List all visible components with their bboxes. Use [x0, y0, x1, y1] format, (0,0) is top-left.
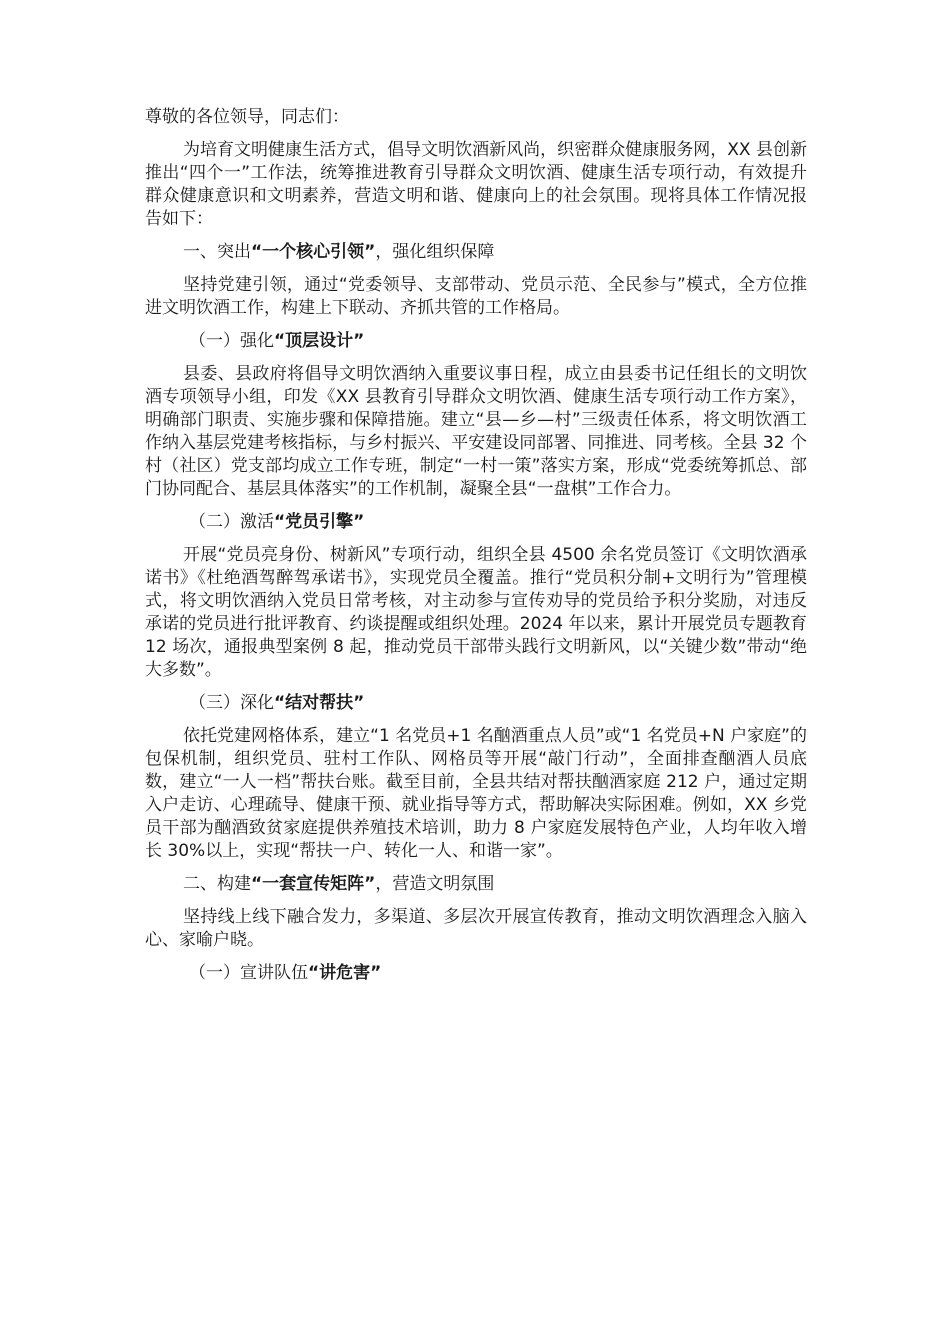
document-page — [145, 106, 807, 995]
section-1-sub-2-heading — [145, 511, 807, 534]
intro-paragraph: 为培育文明健康生活方式，倡导文明饮酒新风尚，织密群众健康服务网，XX 县创新推出“四个一”工作法，统筹推进教育引导群众文明饮酒、健康生活专项行动，有效提升群众健康意识和文明素养，营造文明和谐、健康向上的社会氛围。现将具体工作情况报告如下： — [145, 140, 807, 229]
section-1-sub-1-heading-key: “顶层设计” — [274, 331, 365, 351]
section-1-sub-1-body: 县委、县政府将倡导文明饮酒纳入重要议事日程，成立由县委书记任组长的文明饮酒专项领导小组，印发《XX 县教育引导群众文明饮酒、健康生活专项行动工作方案》，明确部门职责、实施步骤和保障措施。建立“县—乡—村”三级责任体系，将文明饮酒工作纳入基层党建考核指标，与乡村振兴、平安建设同部署、同推进、同考核。全县 32 个村（社区）党支部均成立工作专班，制定“一村一策”落实方案，形成“党委统筹抓总、部门协同配合、基层具体落实”的工作机制，凝聚全县“一盘棋”工作合力。 — [145, 364, 807, 499]
section-1-sub-3-body: 依托党建网格体系，建立“1 名党员+1 名酗酒重点人员”或“1 名党员+N 户家庭”的包保机制，组织党员、驻村工作队、网格员等开展“敲门行动”，全面排查酗酒人员底数，建立“一人一档”帮扶台账。截至目前，全县共结对帮扶酗酒家庭 212 户，通过定期入户走访、心理疏导、健康干预、就业指导等方式，帮助解决实际困难。例如，XX 乡党员干部为酗酒致贫家庭提供养殖技术培训，助力 8 户家庭发展特色产业，人均年收入增长 30%以上，实现“帮扶一户、转化一人、和谐一家”。 — [145, 726, 807, 861]
section-1-sub-2-heading-pre: （二）激活 — [189, 512, 274, 532]
section-2-heading — [145, 873, 807, 896]
greeting: 尊敬的各位领导，同志们： — [145, 107, 349, 127]
section-1-heading-pre: 一、突出 — [183, 242, 251, 262]
section-1-sub-3-heading — [145, 692, 807, 715]
section-2-heading-pre: 二、构建 — [183, 874, 251, 894]
section-2-sub-1-heading-pre: （一）宣讲队伍 — [189, 963, 308, 983]
section-1-sub-2-heading-key: “党员引擎” — [274, 512, 365, 532]
section-1-heading-key: “一个核心引领” — [251, 242, 376, 262]
section-2-heading-post: ，营造文明氛围 — [375, 874, 495, 894]
section-1-sub-2-body: 开展“党员亮身份、树新风”专项行动，组织全县 4500 余名党员签订《文明饮酒承诺书》《杜绝酒驾醉驾承诺书》，实现党员全覆盖。推行“党员积分制+文明行为”管理模式，将文明饮酒纳入党员日常考核，对主动参与宣传劝导的党员给予积分奖励，对违反承诺的党员进行批评教育、约谈提醒或组织处理。2024 年以来，累计开展党员专题教育 12 场次，通报典型案例 8 起，推动党员干部带头践行文明新风，以“关键少数”带动“绝大多数”。 — [145, 545, 807, 680]
section-2-body: 坚持线上线下融合发力，多渠道、多层次开展宣传教育，推动文明饮酒理念入脑入心、家喻户晓。 — [145, 907, 807, 950]
section-2-heading-key: “一套宣传矩阵” — [251, 874, 376, 894]
section-2-sub-1-heading — [145, 962, 807, 985]
section-1-heading — [145, 241, 807, 264]
section-2-sub-1-heading-key: “讲危害” — [308, 963, 382, 983]
section-1-sub-1-heading-pre: （一）强化 — [189, 331, 274, 351]
section-1-sub-3-heading-key: “结对帮扶” — [274, 693, 365, 713]
section-1-sub-3-heading-pre: （三）深化 — [189, 693, 274, 713]
section-1-sub-1-heading — [145, 330, 807, 353]
section-1-body: 坚持党建引领，通过“党委领导、支部带动、党员示范、全民参与”模式，全方位推进文明饮酒工作，构建上下联动、齐抓共管的工作格局。 — [145, 275, 807, 318]
section-1-heading-post: ，强化组织保障 — [375, 242, 495, 262]
